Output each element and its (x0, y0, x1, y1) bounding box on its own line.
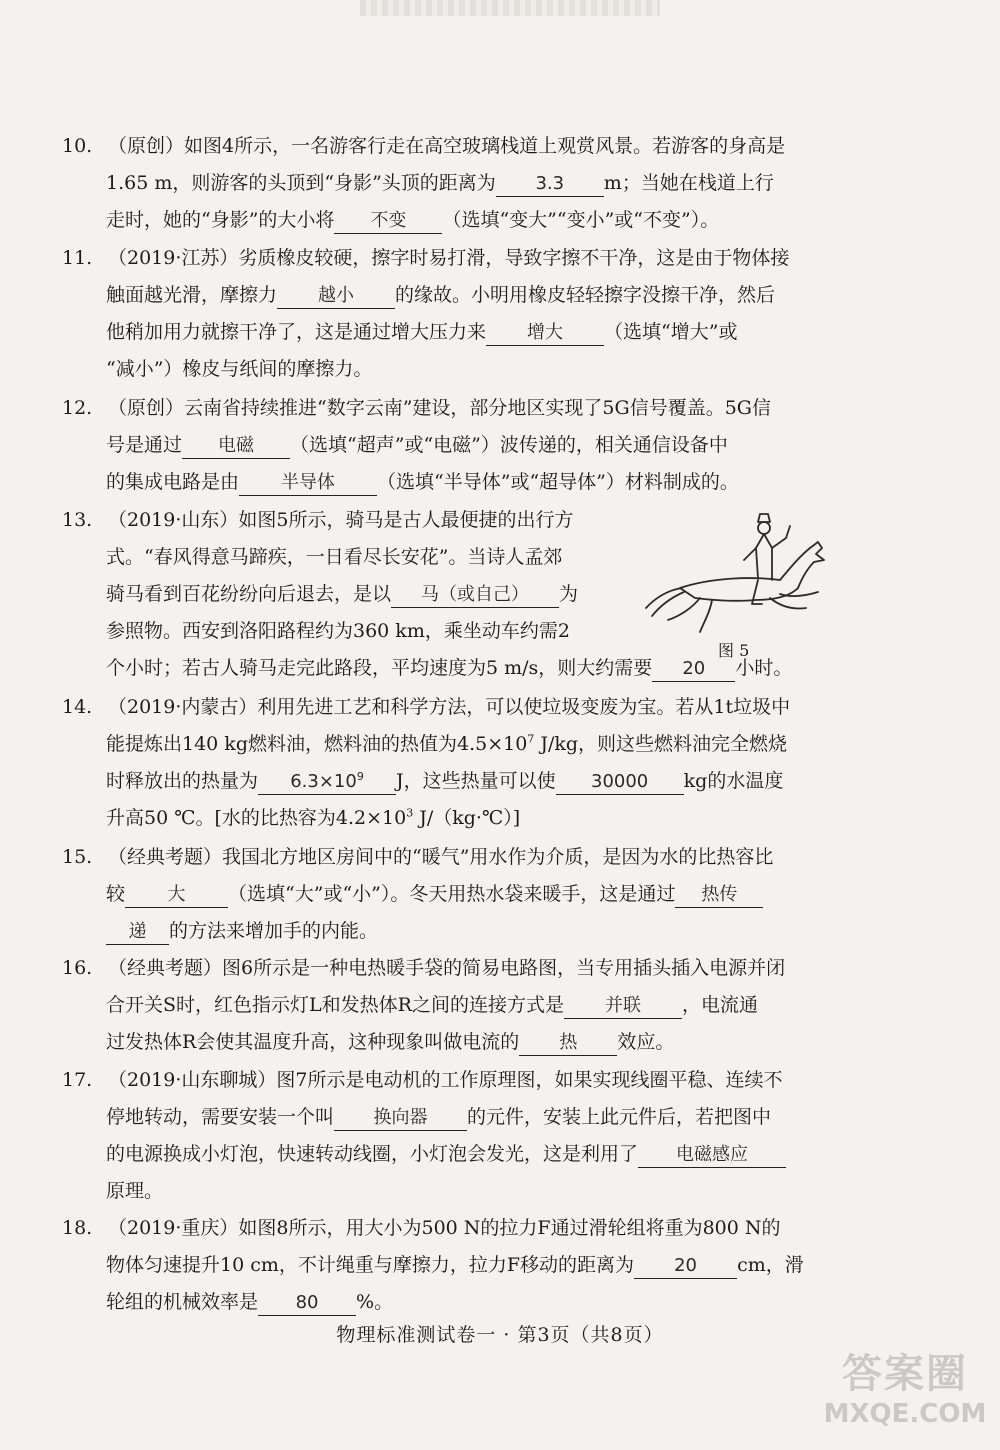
answer-blank[interactable]: $6.3\times 10^9$ (258, 770, 396, 795)
question-line: 合开关S时，红色指示灯L和发热体R之间的连接方式是 并联 ，电流通 (106, 992, 758, 1018)
question-line: 走时，她的“身影”的大小将 不变 （选填“变大”“变小”或“不变”）。 (106, 207, 719, 233)
question-number: 11. (62, 247, 93, 269)
answer-blank[interactable]: 不变 (334, 209, 442, 234)
question-number: 16. (62, 957, 93, 979)
question-line: （经典考题）我国北方地区房间中的“暖气”用水作为介质，是因为水的比热容比 (108, 846, 774, 868)
question-line: 的电源换成小灯泡，快速转动线圈，小灯泡会发光，这是利用了 电磁感应 (106, 1141, 786, 1167)
watermark-logo: 答案圈 MXQE.COM (823, 1351, 987, 1429)
question-line: 递 的方法来增加手的内能。 (106, 918, 378, 944)
question-line: （2019·江苏）劣质橡皮较硬，擦字时易打滑，导致字擦不干净，这是由于物体接 (108, 247, 790, 269)
question-line: 的集成电路是由 半导体 （选填“半导体”或“超导体”）材料制成的。 (106, 469, 739, 495)
question-line: 式。“春风得意马蹄疾，一日看尽长安花”。当诗人孟郊 (106, 546, 563, 568)
answer-blank[interactable]: 20 (652, 657, 735, 682)
answer-blank[interactable]: 大 (125, 883, 228, 908)
scan-artifact (360, 0, 660, 16)
answer-blank[interactable]: 半导体 (239, 471, 377, 496)
answer-blank[interactable]: 越小 (277, 284, 395, 309)
question-number: 15. (62, 846, 93, 868)
answer-blank[interactable]: 80 (258, 1291, 356, 1316)
question-line: 轮组的机械效率是 80 %。 (106, 1289, 393, 1315)
question-line: 原理。 (106, 1180, 164, 1202)
question-line: 骑马看到百花纷纷向后退去，是以 马（或自己） 为 (106, 581, 578, 607)
answer-blank-continued[interactable]: 递 (106, 920, 169, 945)
question-line: （原创）云南省持续推进“数字云南”建设，部分地区实现了5G信号覆盖。5G信 (108, 397, 771, 419)
question-number: 18. (62, 1217, 93, 1239)
question-line: 停地转动，需要安装一个叫 换向器 的元件，安装上此元件后，若把图中 (106, 1104, 771, 1130)
question-line: （原创）如图4所示，一名游客行走在高空玻璃栈道上观赏风景。若游客的身高是 (108, 135, 786, 157)
question-line: 他稍加用力就擦干净了，这是通过增大压力来 增大 （选填“增大”或 (106, 319, 737, 345)
question-line: 能提炼出140 kg燃料油，燃料油的热值为$4.5\times 10^7$ J/kg，则这些燃料油完全燃烧 (106, 732, 788, 755)
answer-blank[interactable]: 电磁 (182, 434, 290, 459)
answer-blank[interactable]: 热 (519, 1031, 617, 1056)
answer-blank[interactable]: 30000 (556, 770, 684, 795)
question-line: （2019·山东）如图5所示，骑马是古人最便捷的出行方 (108, 509, 574, 531)
page-footer: 物理标准测试卷一 · 第3页（共8页） (336, 1324, 664, 1346)
answer-blank[interactable]: 20 (634, 1254, 737, 1279)
question-number: 14. (62, 696, 93, 718)
question-line: 较 大 （选填“大”或“小”）。冬天用热水袋来暖手，这是通过 热传 (106, 881, 763, 907)
question-number: 17. (62, 1069, 93, 1091)
answer-blank[interactable]: 并联 (564, 994, 682, 1019)
question-line: 个小时；若古人骑马走完此路段，平均速度为5 m/s，则大约需要 20 小时。 (106, 655, 792, 681)
answer-blank[interactable]: 3.3 (496, 172, 604, 197)
question-line: 号是通过 电磁 （选填“超声”或“电磁”）波传递的，相关通信设备中 (106, 432, 728, 458)
question-line: 参照物。西安到洛阳路程约为360 km，乘坐动车约需2 (106, 620, 570, 642)
question-line: 过发热体R会使其温度升高，这种现象叫做电流的 热 效应。 (106, 1029, 674, 1055)
answer-blank[interactable]: 马（或自己） (391, 583, 559, 608)
question-line: （2019·内蒙古）利用先进工艺和科学方法，可以使垃圾变废为宝。若从1t垃圾中 (108, 696, 791, 718)
answer-blank[interactable]: 电磁感应 (638, 1143, 786, 1168)
question-number: 10. (62, 135, 93, 157)
horse-rider-illustration (640, 508, 850, 638)
question-number: 12. (62, 397, 93, 419)
question-line: （2019·重庆）如图8所示，用大小为500 N的拉力F通过滑轮组将重为800 N的 (108, 1217, 781, 1239)
question-line: 1.65 m，则游客的头顶到“身影”头顶的距离为 3.3 m；当她在栈道上行 (106, 170, 774, 196)
question-line: （2019·山东聊城）图7所示是电动机的工作原理图，如果实现线圈平稳、连续不 (108, 1069, 783, 1091)
question-line: 触面越光滑，摩擦力 越小 的缘故。小明用橡皮轻轻擦字没擦干净，然后 (106, 282, 775, 308)
figure-caption: 图 5 (718, 641, 750, 660)
question-line: （经典考题）图6所示是一种电热暖手袋的简易电路图，当专用插头插入电源并闭 (108, 957, 786, 979)
answer-blank[interactable]: 换向器 (334, 1106, 467, 1131)
question-line: 时释放出的热量为 $6.3\times 10^9$ J，这些热量可以使 30000 kg的水温度 (106, 768, 783, 794)
answer-blank[interactable]: 热传 (675, 883, 763, 908)
question-line: “减小”）橡皮与纸间的摩擦力。 (106, 358, 373, 380)
question-number: 13. (62, 509, 93, 531)
question-line: 物体匀速提升10 cm，不计绳重与摩擦力，拉力F移动的距离为 20 cm，滑 (106, 1252, 804, 1278)
question-line: 升高50 ℃。[水的比热容为$4.2\times 10^3$ J/（kg·℃）] (106, 806, 521, 829)
answer-blank[interactable]: 增大 (486, 321, 604, 346)
figure-5-horse-rider (640, 508, 850, 668)
